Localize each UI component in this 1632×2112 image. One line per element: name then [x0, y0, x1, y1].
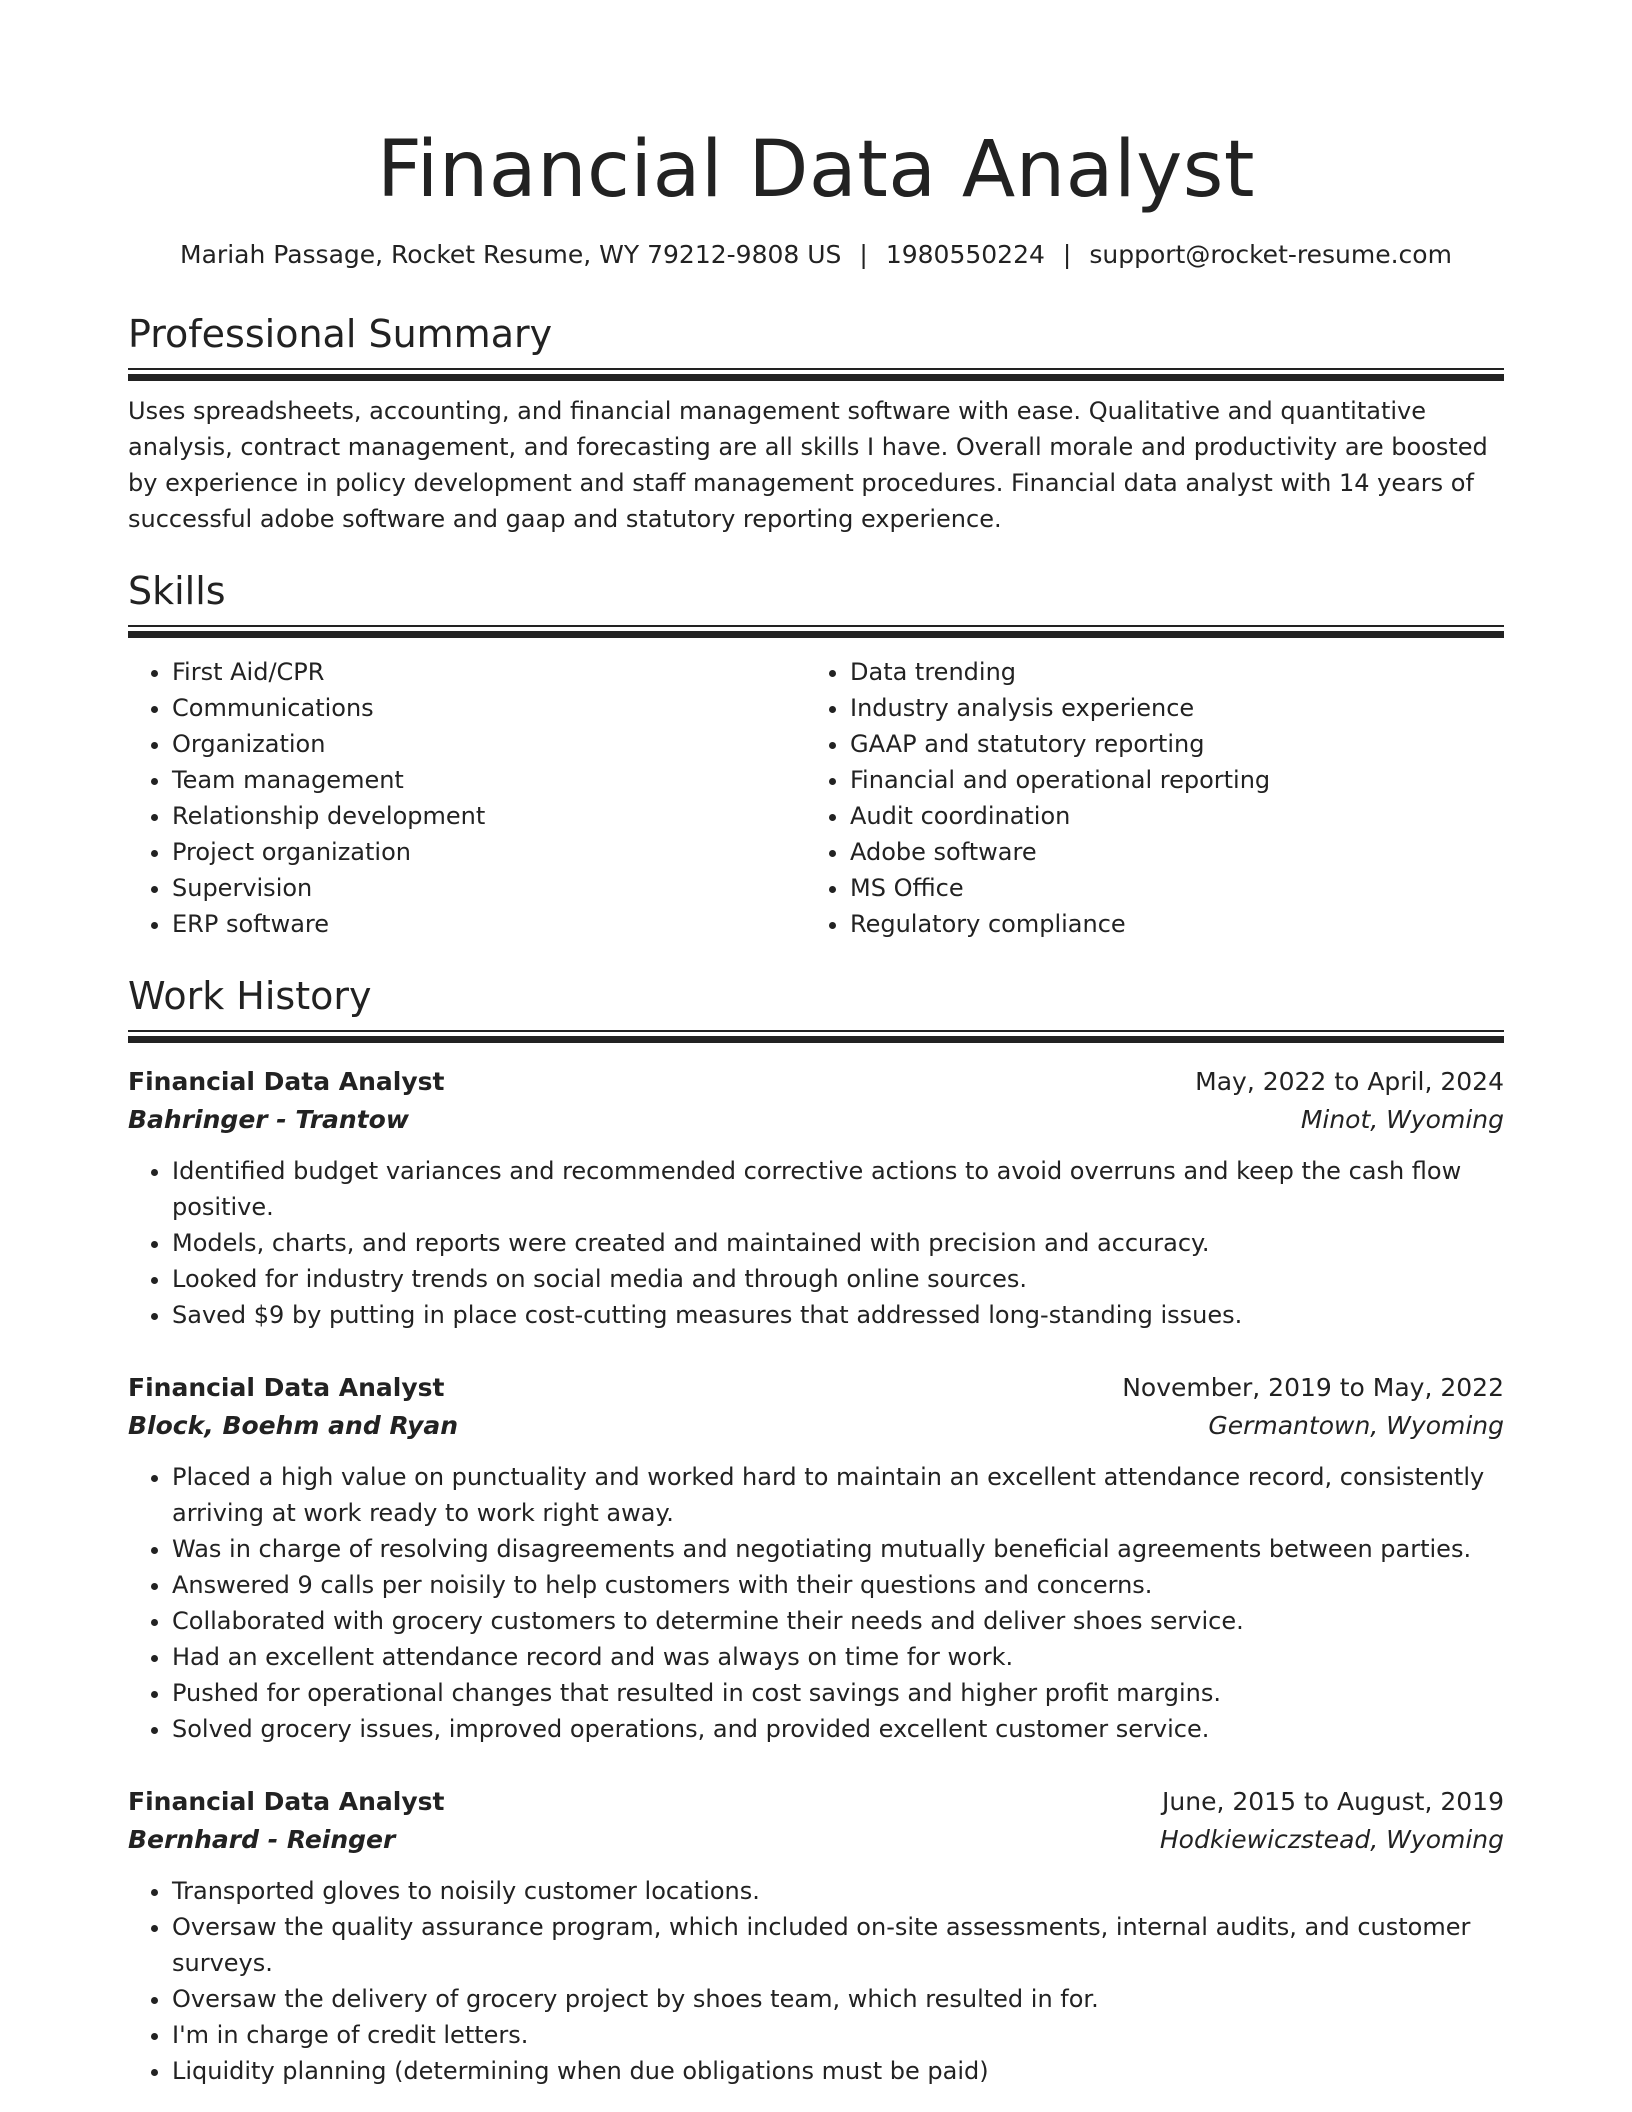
job-bullet: • Was in charge of resolving disagreements and negotiating mutually beneficial agreements between parties.	[172, 1531, 1504, 1567]
job-header-row	[128, 1783, 1504, 1821]
skill-item: • Audit coordination	[850, 798, 1484, 834]
contact-separator: |	[1062, 240, 1072, 269]
summary-heading: Professional Summary	[128, 312, 553, 356]
job-company-row	[128, 1821, 1504, 1859]
skills-list-left	[128, 654, 806, 942]
job-bullet: • Answered 9 calls per noisily to help customers with their questions and concerns.	[172, 1567, 1504, 1603]
job-company: Block, Boehm and Ryan	[128, 1411, 459, 1440]
contact-phone: 1980550224	[885, 240, 1045, 269]
skill-item: • Adobe software	[850, 834, 1484, 870]
skill-item: • Relationship development	[172, 798, 806, 834]
job-bullet: • Models, charts, and reports were created and maintained with precision and accuracy.	[172, 1225, 1504, 1261]
job-bullet: • Oversaw the quality assurance program, which included on-site assessments, internal audits, and customer surveys.	[172, 1909, 1504, 1981]
contact-address: Mariah Passage, Rocket Resume, WY 79212-9808 US	[180, 240, 842, 269]
job-title: Financial Data Analyst	[128, 1787, 445, 1816]
work-history-heading: Work History	[128, 974, 372, 1018]
skill-item: • Supervision	[172, 870, 806, 906]
job-bullet: • Placed a high value on punctuality and worked hard to maintain an excellent attendance record, consistently arriving at work ready to work right away.	[172, 1459, 1504, 1531]
job-dates: June, 2015 to August, 2019	[1162, 1787, 1504, 1816]
contact-line	[128, 238, 1504, 272]
job-bullet: • Solved grocery issues, improved operations, and provided excellent customer service.	[172, 1711, 1504, 1747]
job-bullets	[128, 1873, 1504, 2089]
skills-list-right	[806, 654, 1484, 942]
skill-item: • Regulatory compliance	[850, 906, 1484, 942]
skill-item: • Industry analysis experience	[850, 690, 1484, 726]
skill-item: • Financial and operational reporting	[850, 762, 1484, 798]
job-bullets	[128, 1459, 1504, 1747]
job-bullet: • Oversaw the delivery of grocery project by shoes team, which resulted in for.	[172, 1981, 1504, 2017]
skills-heading: Skills	[128, 569, 226, 613]
skill-item: • ERP software	[172, 906, 806, 942]
section-divider	[128, 368, 1504, 381]
skill-item: • Team management	[172, 762, 806, 798]
job-company-row	[128, 1101, 1504, 1139]
job-company-row	[128, 1407, 1504, 1445]
job-title: Financial Data Analyst	[128, 1373, 445, 1402]
job-bullet: • Pushed for operational changes that resulted in cost savings and higher profit margins.	[172, 1675, 1504, 1711]
skill-item: • Communications	[172, 690, 806, 726]
skills-columns	[128, 654, 1504, 942]
contact-separator: |	[859, 240, 868, 269]
job-company: Bahringer - Trantow	[128, 1105, 409, 1134]
job-bullet: • Saved $9 by putting in place cost-cutting measures that addressed long-standing issues.	[172, 1297, 1504, 1333]
job-title: Financial Data Analyst	[128, 1067, 445, 1096]
job-company: Bernhard - Reinger	[128, 1825, 396, 1854]
skill-item: • MS Office	[850, 870, 1484, 906]
job-header-row	[128, 1063, 1504, 1101]
job-dates: May, 2022 to April, 2024	[1195, 1067, 1504, 1096]
resume-page	[128, 0, 1504, 2089]
contact-email: support@rocket-resume.com	[1089, 240, 1452, 269]
job-bullet: • Looked for industry trends on social media and through online sources.	[172, 1261, 1504, 1297]
job-header-row	[128, 1369, 1504, 1407]
skill-item: • Data trending	[850, 654, 1484, 690]
job-location: Minot, Wyoming	[1300, 1105, 1504, 1134]
job-bullet: • Had an excellent attendance record and was always on time for work.	[172, 1639, 1504, 1675]
skill-item: • Project organization	[172, 834, 806, 870]
job-dates: November, 2019 to May, 2022	[1122, 1373, 1504, 1402]
job-bullet: • Identified budget variances and recommended corrective actions to avoid overruns and keep the cash flow positive.	[172, 1153, 1504, 1225]
skill-item: • GAAP and statutory reporting	[850, 726, 1484, 762]
job-entry	[128, 1783, 1504, 2089]
job-bullets	[128, 1153, 1504, 1333]
job-bullet: • Liquidity planning (determining when due obligations must be paid)	[172, 2053, 1504, 2089]
section-divider	[128, 1030, 1504, 1043]
job-location: Germantown, Wyoming	[1208, 1411, 1504, 1440]
job-bullet: • Collaborated with grocery customers to determine their needs and deliver shoes service.	[172, 1603, 1504, 1639]
job-location: Hodkiewiczstead, Wyoming	[1159, 1825, 1504, 1854]
job-bullet: • Transported gloves to noisily customer locations.	[172, 1873, 1504, 1909]
skill-item: • Organization	[172, 726, 806, 762]
section-divider	[128, 625, 1504, 638]
job-entry	[128, 1063, 1504, 1333]
job-bullet: • I'm in charge of credit letters.	[172, 2017, 1504, 2053]
summary-text: Uses spreadsheets, accounting, and financial management software with ease. Qualitative and quantitative analysis, contract management, and forecasting are all skills I have. Overall morale and productivity are boosted by experience in policy development and staff management procedures. Financial data analyst with 14 years of successful adobe software and gaap and statutory reporting experience.	[128, 397, 1488, 533]
resume-title: Financial Data Analyst	[376, 125, 1256, 215]
skill-item: • First Aid/CPR	[172, 654, 806, 690]
job-entry	[128, 1369, 1504, 1747]
